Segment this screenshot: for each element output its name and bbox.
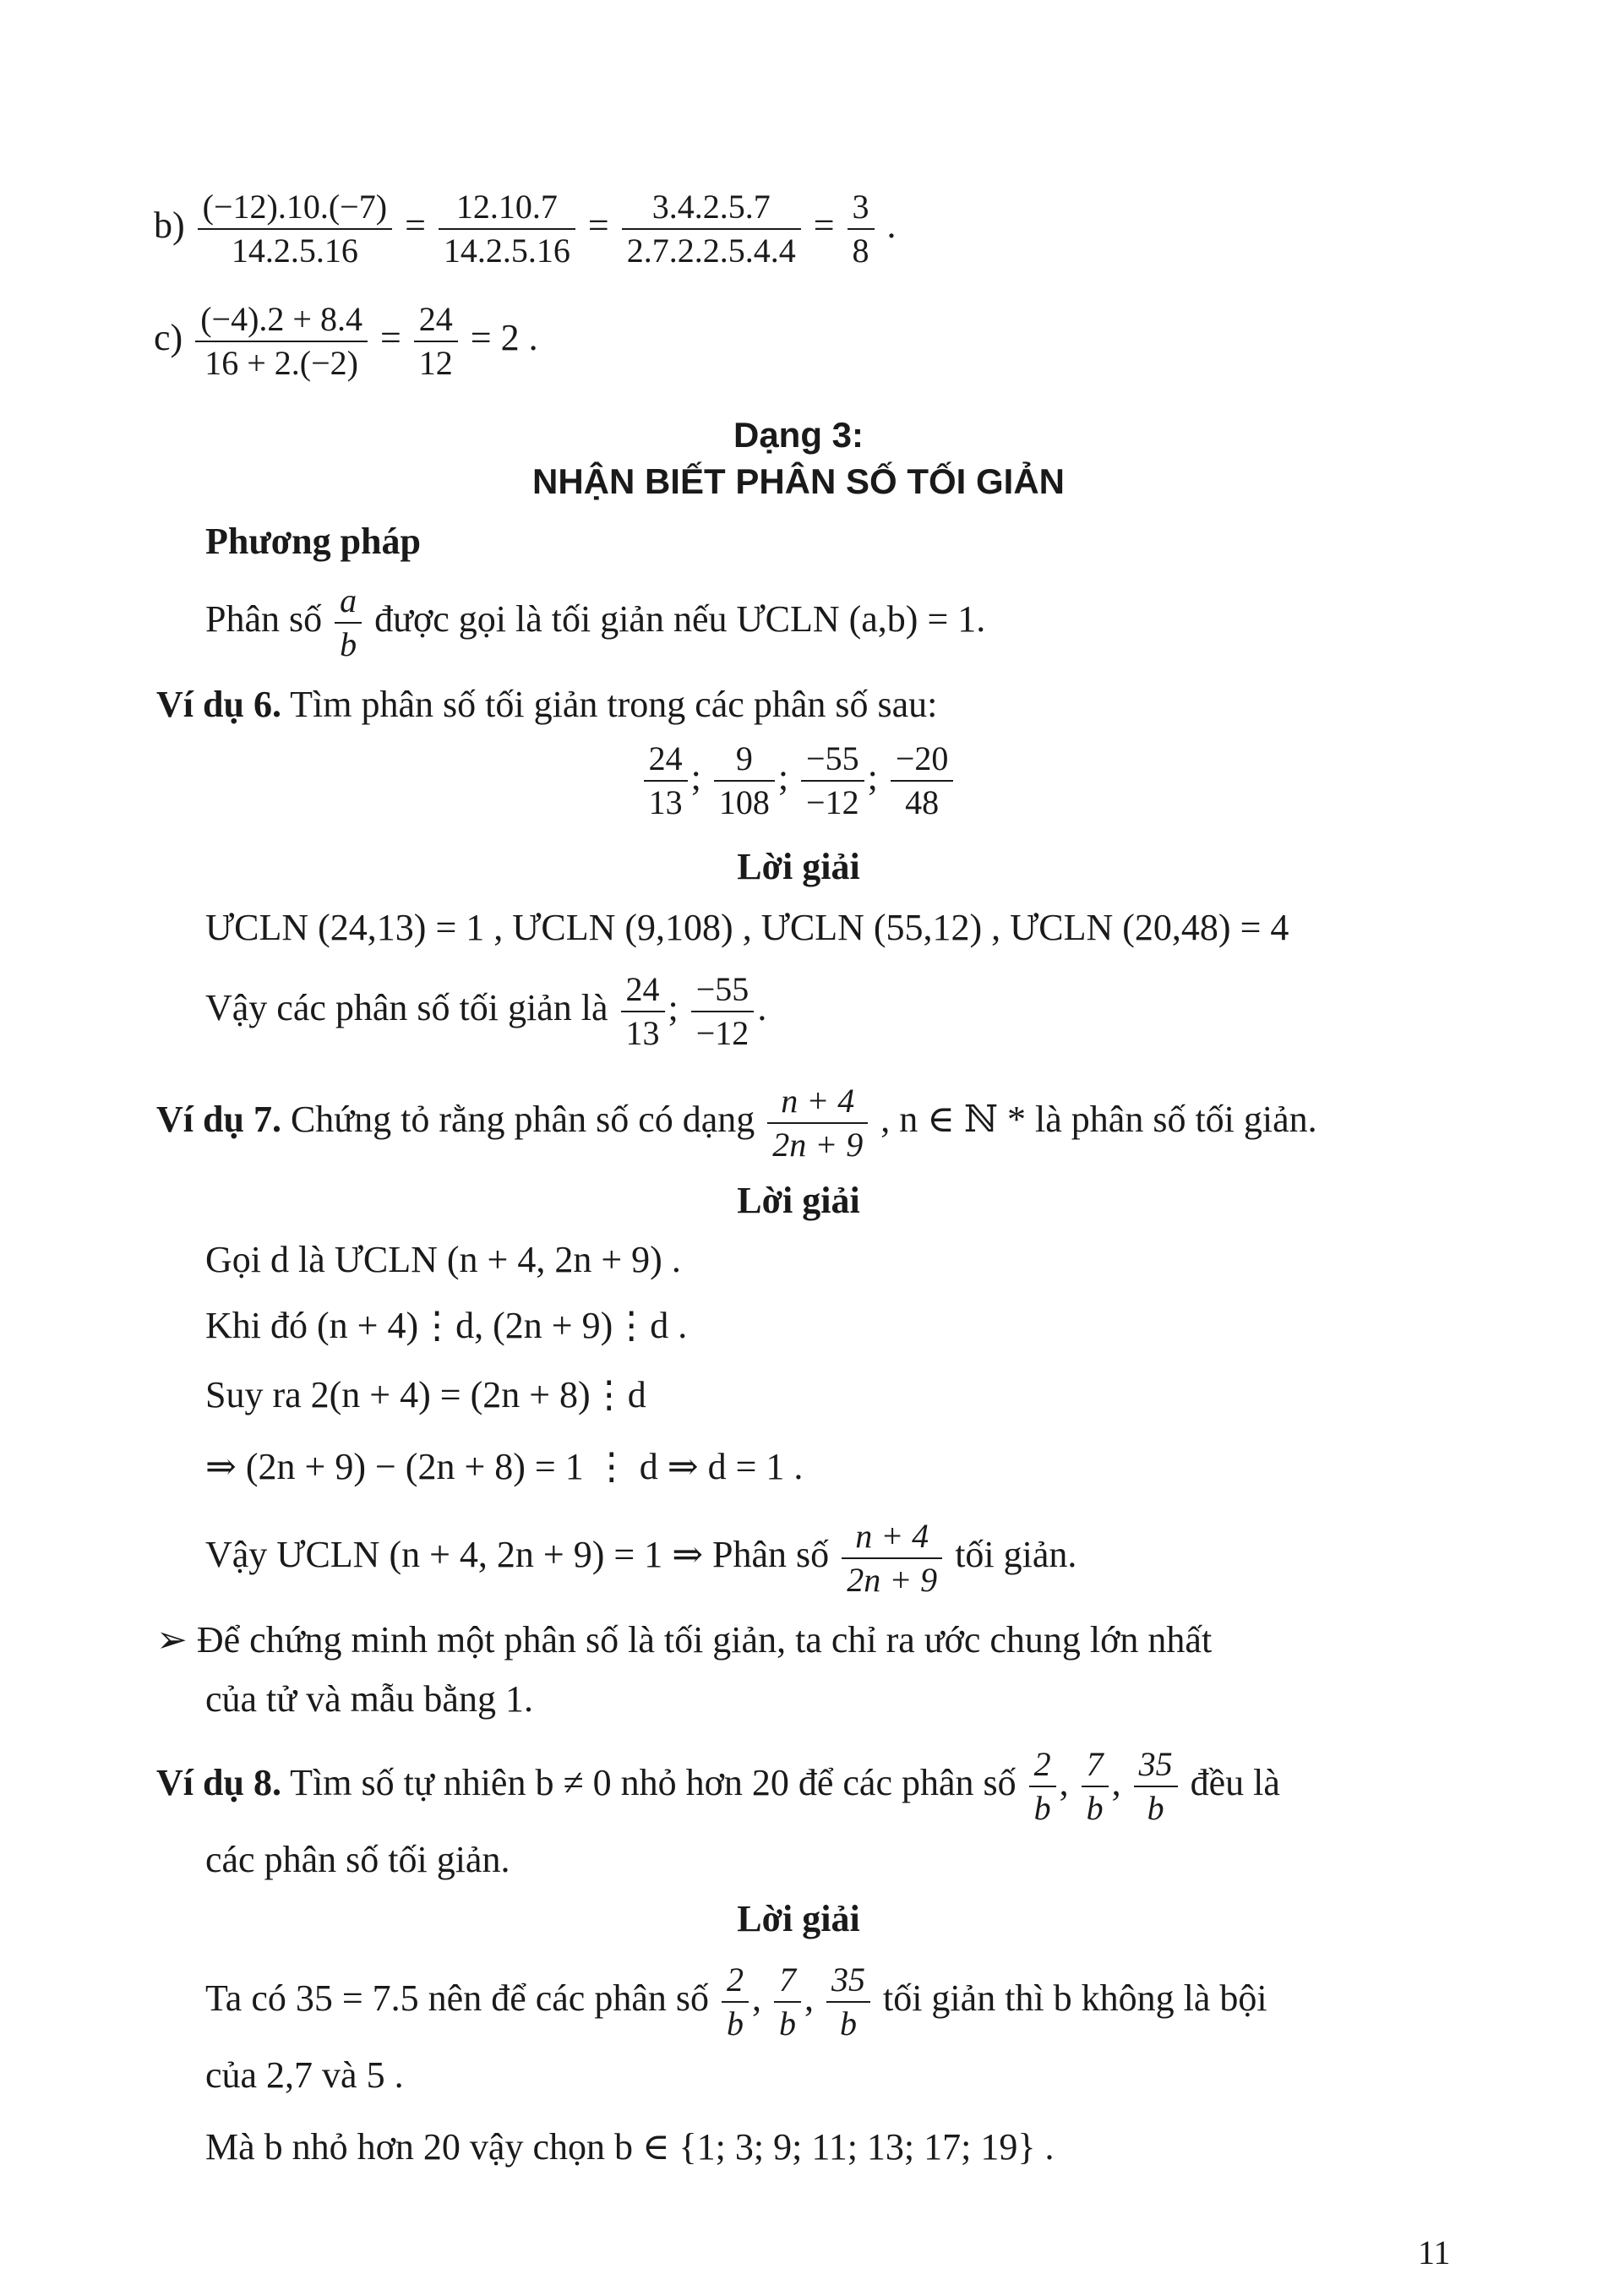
fraction: $\frac{(-4).2 + 8.4}{16 + 2.(-2)}$ xyxy=(195,300,368,383)
solution-heading: Lời giải xyxy=(737,1180,860,1221)
example-label: Ví dụ 8. xyxy=(156,1762,281,1804)
gcd-line: ƯCLN (24,13) = 1 , ƯCLN (9,108) , ƯCLN (55,12) , ƯCLN (20,48) = 4 xyxy=(205,907,1289,948)
part-b-label: b) xyxy=(154,205,185,247)
bullet-icon: ➢ xyxy=(156,1619,188,1661)
fraction: $\frac{a}{b}$ xyxy=(335,581,362,664)
fraction: $\frac{3}{8}$ xyxy=(848,188,875,270)
example-label: Ví dụ 7. xyxy=(156,1099,281,1141)
part-c: c) $\frac{(-4).2 + 8.4}{16 + 2.(-2)}$ = $\frac{24}{12}$ = 2 . xyxy=(154,300,538,382)
fraction: $\frac{7}{b}$ xyxy=(1082,1745,1109,1828)
example-8-solution: Ta có 35 = 7.5 nên để các phân số $\frac{2}{b}$ , $\frac{7}{b}$ , $\frac{35}{b}$ tối giản thì b không là bội xyxy=(205,1961,1267,2042)
method-heading: Phương pháp xyxy=(205,521,421,562)
example-8-line-2: các phân số tối giản. xyxy=(205,1839,510,1880)
proof-line-5: Vậy ƯCLN (n + 4, 2n + 9) = 1 ⇒ Phân số $\frac{n + 4}{2n + 9}$ tối giản. xyxy=(205,1517,1077,1599)
solution-heading: Lời giải xyxy=(737,1898,860,1939)
fraction: $\frac{9}{108}$ xyxy=(714,739,775,822)
solution-line-2: của 2,7 và 5 . xyxy=(205,2054,404,2096)
fraction: $\frac{2}{b}$ xyxy=(722,1961,749,2043)
section-title-1: Dạng 3: xyxy=(733,415,864,455)
part-b: b) $\frac{(-12).10.(-7)}{14.2.5.16}$ = $\frac{12.10.7}{14.2.5.16}$ = $\frac{3.4.2.5.7}{2.7.2.2.5.4.4}$ = $\frac{3}{8}$ . xyxy=(154,188,897,270)
fraction: $\frac{35}{b}$ xyxy=(1134,1745,1178,1828)
page-number: 11 xyxy=(1418,2233,1451,2271)
fraction: $\frac{3.4.2.5.7}{2.7.2.2.5.4.4}$ xyxy=(622,188,801,270)
method-text: Phân số $\frac{a}{b}$ được gọi là tối giản nếu ƯCLN (a,b) = 1. xyxy=(205,581,986,663)
fraction: $\frac{24}{13}$ xyxy=(621,970,665,1053)
section-title-2: NHẬN BIẾT PHÂN SỐ TỐI GIẢN xyxy=(531,461,1066,501)
fraction: $\frac{(-12).10.(-7)}{14.2.5.16}$ xyxy=(198,188,392,270)
fraction: $\frac{24}{13}$ xyxy=(644,739,688,822)
example-6-conclusion: Vậy các phân số tối giản là $\frac{24}{13}$ ; $\frac{-55}{-12}$ . xyxy=(205,970,767,1052)
proof-line-1: Gọi d là ƯCLN (n + 4, 2n + 9) . xyxy=(205,1239,681,1280)
part-c-label: c) xyxy=(154,317,183,359)
proof-line-4: ⇒ (2n + 9) − (2n + 8) = 1 ⋮ d ⇒ d = 1 . xyxy=(205,1446,804,1487)
proof-line-3: Suy ra 2(n + 4) = (2n + 8)⋮d xyxy=(205,1374,646,1415)
fraction: $\frac{-55}{-12}$ xyxy=(691,970,755,1053)
fraction: $\frac{2}{b}$ xyxy=(1029,1745,1056,1828)
example-8: Ví dụ 8. Tìm số tự nhiên b ≠ 0 nhỏ hơn 20 để các phân số $\frac{2}{b}$ , $\frac{7}{b}$ , $\frac{35}{b}$ đều là xyxy=(156,1745,1280,1827)
solution-heading: Lời giải xyxy=(737,846,860,887)
fraction: $\frac{7}{b}$ xyxy=(774,1961,801,2043)
fraction: $\frac{n + 4}{2n + 9}$ xyxy=(842,1517,942,1600)
example-6-fractions: $\frac{24}{13}$ ; $\frac{9}{108}$ ; $\frac{-55}{-12}$ ; $\frac{-20}{48}$ xyxy=(0,739,1597,822)
fraction: $\frac{-55}{-12}$ xyxy=(801,739,864,822)
note: ➢ Để chứng minh một phân số là tối giản, ta chỉ ra ước chung lớn nhất xyxy=(156,1619,1213,1661)
fraction: $\frac{n + 4}{2n + 9}$ xyxy=(767,1082,868,1164)
proof-line-2: Khi đó (n + 4)⋮d, (2n + 9)⋮d . xyxy=(205,1305,688,1346)
fraction: $\frac{24}{12}$ xyxy=(414,300,458,383)
example-label: Ví dụ 6. xyxy=(156,684,281,725)
example-7: Ví dụ 7. Chứng tỏ rằng phân số có dạng $\frac{n + 4}{2n + 9}$ , n ∈ ℕ * là phân số tối giản. xyxy=(156,1082,1317,1164)
solution-line-3: Mà b nhỏ hơn 20 vậy chọn b ∈ {1; 3; 9; 11; 13; 17; 19} . xyxy=(205,2126,1055,2168)
fraction: $\frac{35}{b}$ xyxy=(826,1961,870,2043)
fraction: $\frac{12.10.7}{14.2.5.16}$ xyxy=(439,188,575,270)
note-line-2: của tử và mẫu bằng 1. xyxy=(205,1678,533,1720)
example-6: Ví dụ 6. Tìm phân số tối giản trong các phân số sau: xyxy=(156,684,938,725)
fraction: $\frac{-20}{48}$ xyxy=(891,739,954,822)
